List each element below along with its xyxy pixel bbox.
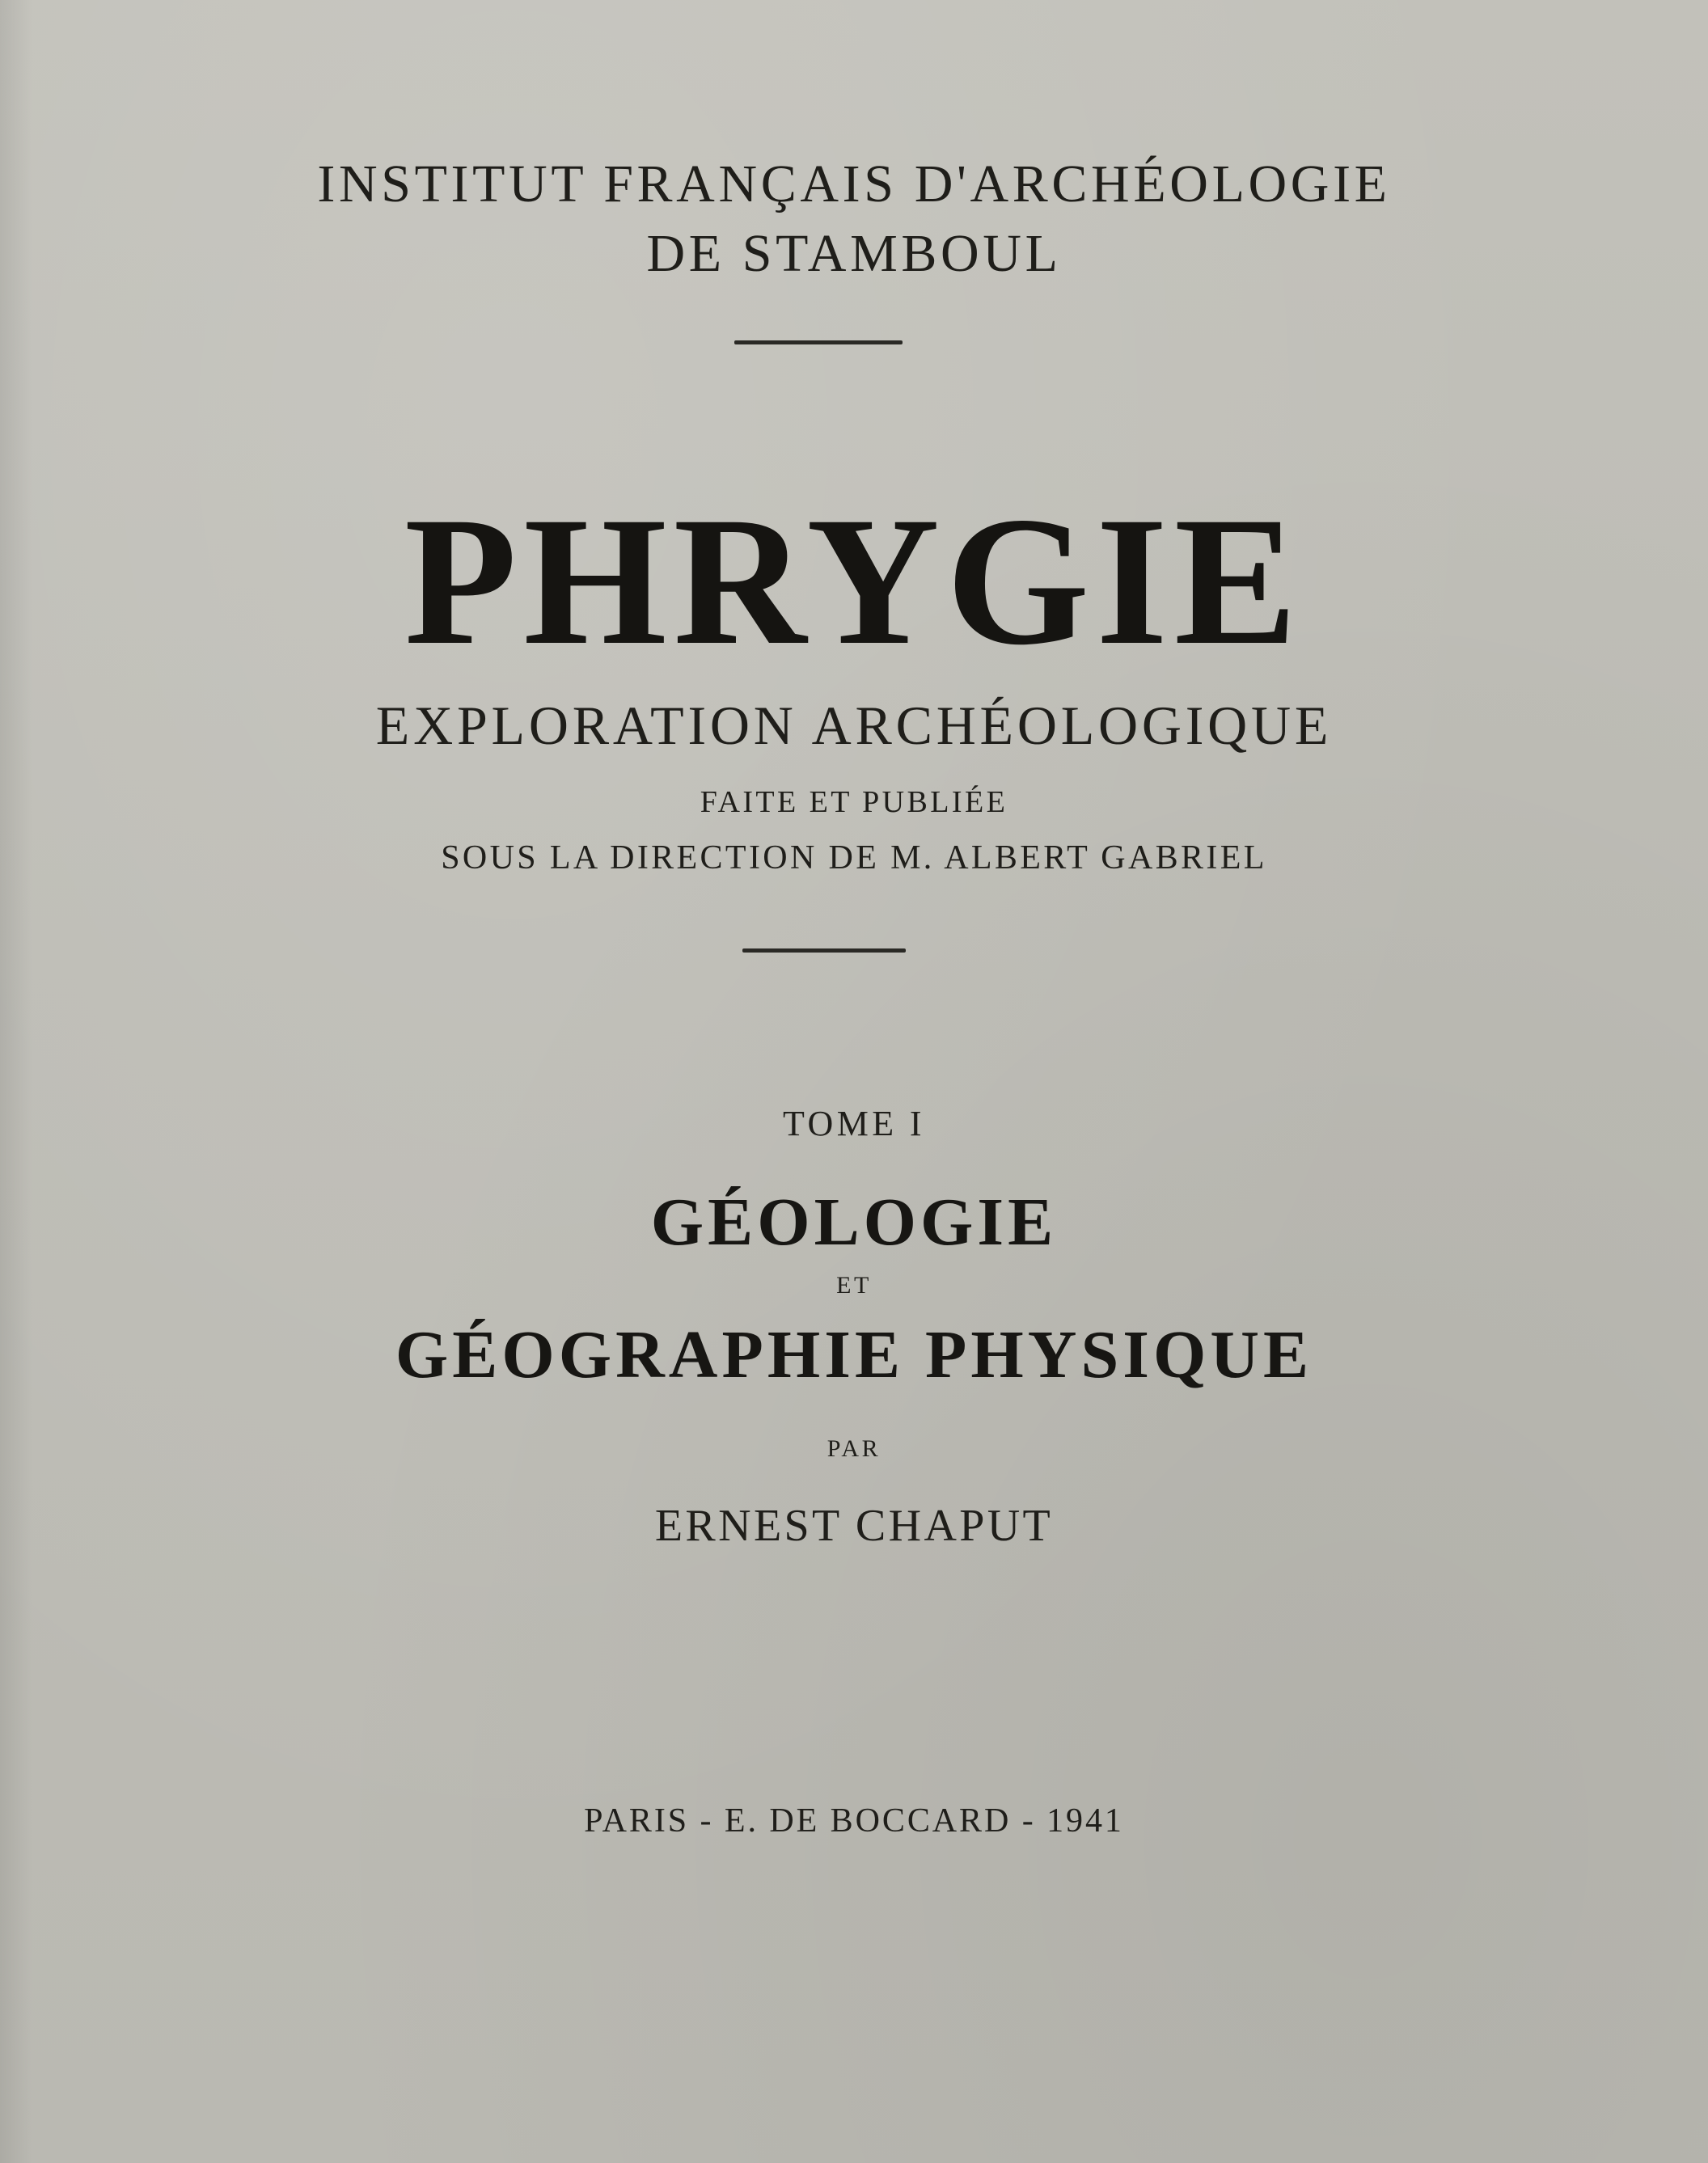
institute-name-line-2: DE STAMBOUL: [646, 224, 1062, 283]
main-title: PHRYGIE: [404, 479, 1304, 683]
volume-number: TOME I: [783, 1104, 925, 1143]
divider-rule-top: [734, 340, 903, 344]
author-by-label: PAR: [827, 1435, 881, 1462]
institute-name-line-1: INSTITUT FRANÇAIS D'ARCHÉOLOGIE: [317, 154, 1391, 213]
subtitle: EXPLORATION ARCHÉOLOGIQUE: [375, 695, 1333, 756]
direction-credit: SOUS LA DIRECTION DE M. ALBERT GABRIEL: [441, 839, 1267, 877]
volume-title-connector: ET: [836, 1272, 872, 1299]
publication-note: FAITE ET PUBLIÉE: [700, 785, 1008, 819]
publisher-imprint: PARIS - E. DE BOCCARD - 1941: [584, 1802, 1124, 1840]
divider-rule-middle: [742, 948, 906, 953]
author-name: ERNEST CHAPUT: [654, 1501, 1054, 1551]
volume-title-part-1: GÉOLOGIE: [650, 1185, 1058, 1260]
volume-title-part-2: GÉOGRAPHIE PHYSIQUE: [395, 1317, 1313, 1392]
